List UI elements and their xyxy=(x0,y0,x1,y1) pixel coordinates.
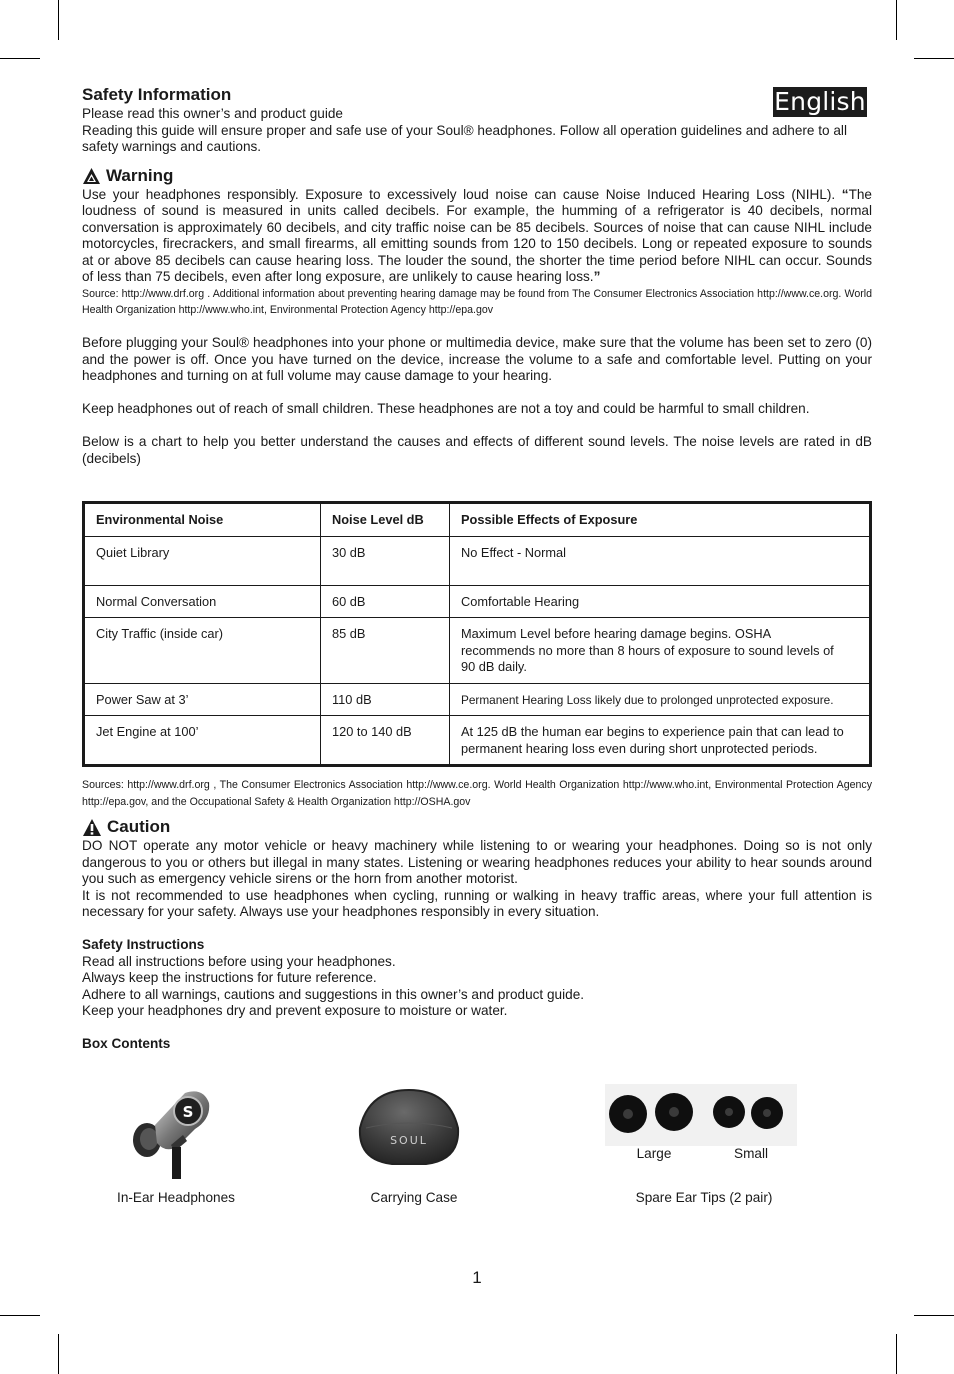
caution-heading-text: Caution xyxy=(107,817,171,836)
quote-close-mark: ” xyxy=(593,269,601,284)
table-cell: Jet Engine at 100’ xyxy=(84,716,321,766)
warning-heading xyxy=(82,165,872,187)
warning-heading-text: Warning xyxy=(106,165,174,185)
table-header: Environmental Noise xyxy=(84,503,321,537)
page-content xyxy=(82,84,872,1053)
instructions-heading: Safety Instructions xyxy=(82,937,205,952)
language-badge: English xyxy=(774,87,866,116)
crop-mark xyxy=(896,1334,897,1374)
crop-mark xyxy=(0,1315,40,1316)
warning-icon xyxy=(82,167,101,185)
table-row xyxy=(84,585,871,618)
instruction-item: Adhere to all warnings, cautions and suggestions in this owner’s and product guide. xyxy=(82,986,585,1002)
table-header: Noise Level dB xyxy=(321,503,450,537)
safety-line-1: Please read this owner’s and product guide xyxy=(82,106,343,121)
table-cell: 30 dB xyxy=(321,536,450,585)
box-item-label: Carrying Case xyxy=(370,1190,458,1205)
table-cell: Comfortable Hearing xyxy=(450,585,871,618)
noise-table xyxy=(82,501,872,767)
table-cell: At 125 dB the human ear begins to experience pain that can lead to permanent hearing loss even during short unprotected periods. xyxy=(450,716,871,766)
safety-title: Safety Information xyxy=(82,85,232,104)
caution-icon xyxy=(82,818,102,837)
headphone-logo: S xyxy=(182,1103,194,1121)
table-cell: Power Saw at 3’ xyxy=(84,683,321,716)
tip-size-large: Large xyxy=(636,1146,672,1161)
table-row xyxy=(84,618,871,684)
caution-heading xyxy=(82,816,872,838)
warning-paragraph xyxy=(82,187,872,286)
crop-mark xyxy=(914,1315,954,1316)
case-logo: SOUL xyxy=(390,1134,428,1147)
table-row xyxy=(84,536,871,585)
table-header: Possible Effects of Exposure xyxy=(450,503,871,537)
table-cell: No Effect - Normal xyxy=(450,536,871,585)
table-cell: 120 to 140 dB xyxy=(321,716,450,766)
crop-mark xyxy=(896,0,897,40)
crop-mark xyxy=(58,1334,59,1374)
quote-open-mark: “ xyxy=(841,186,849,202)
table-cell: Maximum Level before hearing damage begins. OSHA recommends no more than 8 hours of exposure to sound levels of 90 dB daily. xyxy=(450,618,871,684)
table-cell: Normal Conversation xyxy=(84,585,321,618)
tip-size-small: Small xyxy=(734,1146,768,1161)
volume-paragraph: Before plugging your Soul® headphones into your phone or multimedia device, make sure that the volume has been set to zero (0) and the power is off. Once you have turned on the device, increase the volume to a safe and comfortable level. Putting on your headphones and turning on at full volume may cause damage to your hearing. xyxy=(82,335,872,383)
box-item-label: Spare Ear Tips (2 pair) xyxy=(635,1190,773,1205)
in-ear-headphones-image xyxy=(125,1085,215,1181)
crop-mark xyxy=(914,58,954,59)
table-cell: City Traffic (inside car) xyxy=(84,618,321,684)
caution-paragraph-1: DO NOT operate any motor vehicle or heavy machinery while listening to or wearing your headphones. Doing so is not only dangerous to you or others but illegal in many states. Listening or wearing headphones reduces your ability to hear sounds around you such as emergency vehicle sirens or the horn from another motorist. xyxy=(82,838,872,886)
table-header-row xyxy=(84,503,871,537)
carrying-case-image xyxy=(354,1088,464,1168)
instruction-item: Keep your headphones dry and prevent exposure to moisture or water. xyxy=(82,1003,508,1018)
children-paragraph: Keep headphones out of reach of small children. These headphones are not a toy and could be harmful to small children. xyxy=(82,401,810,416)
warning-quote: The loudness of sound is measured in units called decibels. For example, the humming of a refrigerator is 40 decibels, normal conversation is approximately 60 decibels, and city traffic noise can be 85 decibels. Sources of noise that can cause NIHL include motorcycles, firecrackers, and small firearms, all emitting sounds from 120 to 150 decibels. Long or repeated exposure to sounds at or above 85 decibels can cause hearing loss. The louder the sound, the shorter the time period before NIHL can occur. Sounds of less than 75 decibels, even after long exposure, are unlikely to cause hearing loss. xyxy=(82,186,872,284)
table-cell: 85 dB xyxy=(321,618,450,684)
table-sources: Sources: http://www.drf.org , The Consumer Electronics Association http://www.ce.org. World Health Organization http://www.who.int, Environmental Protection Agency http://epa.gov, and the Occupational Safety & Health Organization http://OSHA.gov xyxy=(82,779,872,808)
page-number: 1 xyxy=(472,1268,482,1287)
instruction-item: Read all instructions before using your headphones. xyxy=(82,953,396,969)
ear-tips-image xyxy=(605,1084,797,1146)
table-cell: Quiet Library xyxy=(84,536,321,585)
crop-mark xyxy=(58,0,59,40)
table-row xyxy=(84,683,871,716)
warning-source: Source: http://www.drf.org . Additional information about preventing hearing damage may be found from The Consumer Electronics Association http://www.ce.org. World Health Organization http://www.who.int, Environmental Protection Agency http://epa.gov xyxy=(82,287,872,316)
table-cell: 60 dB xyxy=(321,585,450,618)
crop-mark xyxy=(0,58,40,59)
table-cell: Permanent Hearing Loss likely due to prolonged unprotected exposure. xyxy=(450,683,871,716)
table-cell: 110 dB xyxy=(321,683,450,716)
box-contents-heading: Box Contents xyxy=(82,1036,171,1051)
chart-intro-paragraph: Below is a chart to help you better understand the causes and effects of different sound levels. The noise levels are rated in dB (decibels) xyxy=(82,434,872,466)
box-item-label: In-Ear Headphones xyxy=(117,1190,235,1205)
warning-intro: Use your headphones responsibly. Exposure to excessively loud noise can cause Noise Induced Hearing Loss (NIHL). xyxy=(82,186,842,202)
safety-line-2: Reading this guide will ensure proper and safe use of your Soul® headphones. Follow all operation guidelines and adhere to all safety warnings and cautions. xyxy=(82,122,847,154)
table-row xyxy=(84,716,871,766)
instruction-item: Always keep the instructions for future reference. xyxy=(82,970,377,985)
caution-paragraph-2: It is not recommended to use headphones when cycling, running or walking in heavy traffic areas, where your full attention is necessary for your safety. Always use your headphones responsibly in every situation. xyxy=(82,887,872,919)
